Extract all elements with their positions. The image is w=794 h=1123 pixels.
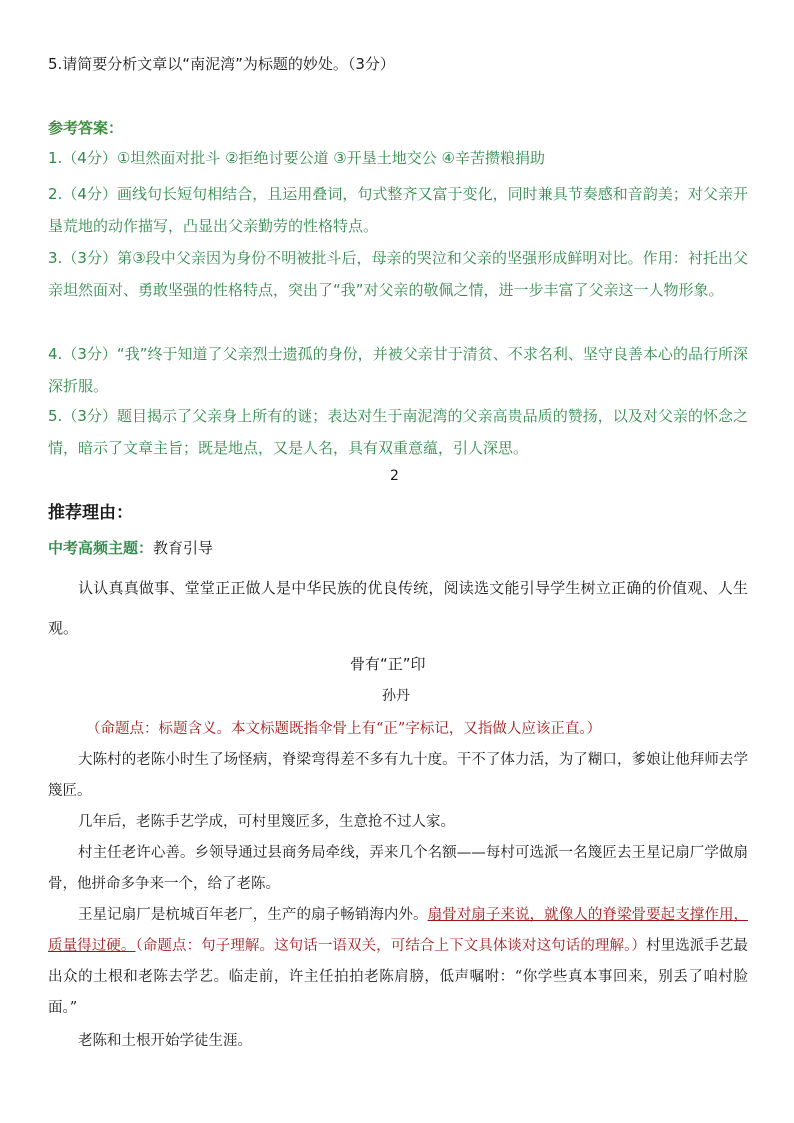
answer-2: 2.（4分）画线句长短句相结合，且运用叠词，句式整齐又富于变化，同时兼具节奏感和音韵美；对父亲开垦荒地的动作描写，凸显出父亲勤劳的性格特点。 [48, 185, 748, 235]
topic-key: 中考高频主题： [48, 539, 154, 557]
answer-1: 1.（4分）①坦然面对批斗 ②拒绝讨要公道 ③开垦土地交公 ④辛苦攒粮捐助 [48, 149, 545, 167]
intro-paragraph: 认认真真做事、堂堂正正做人是中华民族的优良传统，阅读选文能引导学生树立正确的价值观、人生观。 [48, 579, 748, 637]
p4-underlined-sentence: 扇骨对扇子来说，就像人的脊梁骨要起支撑作用，质量得过硬。 [48, 907, 749, 954]
answer-label: 参考答案： [48, 119, 124, 137]
answer-3: 3.（3分）第③段中父亲因为身份不明被批斗后，母亲的哭泣和父亲的坚强形成鲜明对比。作用：衬托出父亲坦然面对、勇敢坚强的性格特点，突出了“我”对父亲的敬佩之情，进一步丰富了父亲这一人物形象。 [48, 249, 748, 299]
article-paragraph-4 [48, 900, 748, 1024]
p4-text-a: 王星记扇厂是杭城百年老厂，生产的扇子畅销海内外。 [78, 907, 428, 923]
page-number: 2 [390, 468, 399, 484]
topic-line [48, 538, 213, 558]
article-paragraph-3: 村主任老许心善。乡领导通过县商务局牵线，弄来几个名额——每村可选派一名篾匠去王星记扇厂学做扇骨，他拼命多争来一个，给了老陈。 [48, 845, 748, 892]
article-paragraph-2: 几年后，老陈手艺学成，可村里篾匠多，生意抢不过人家。 [78, 814, 455, 830]
note-title-meaning: （命题点：标题含义。本文标题既指伞骨上有“正”字标记，又指做人应该正直。） [86, 721, 602, 737]
topic-value: 教育引导 [153, 539, 214, 557]
article-author: 孙丹 [382, 688, 410, 704]
article-title: 骨有“正”印 [350, 655, 426, 673]
question-5: 5.请简要分析文章以“南泥湾”为标题的妙处。（3分） [48, 55, 395, 73]
answer-4: 4.（3分）“我”终于知道了父亲烈士遗孤的身份，并被父亲甘于清贫、不求名利、坚守良善本心的品行所深深折服。 [48, 345, 748, 395]
article-paragraph-1: 大陈村的老陈小时生了场怪病，脊梁弯得差不多有九十度。干不了体力活，为了糊口，爹娘让他拜师去学篾匠。 [48, 752, 748, 799]
reason-heading: 推荐理由： [48, 503, 133, 523]
p4-note: （命题点：句子理解。这句话一语双关，可结合上下文具体谈对这句话的理解。） [135, 938, 646, 954]
answer-5: 5.（3分）题目揭示了父亲身上所有的谜；表达对生于南泥湾的父亲高贵品质的赞扬，以及对父亲的怀念之情，暗示了文章主旨；既是地点，又是人名，具有双重意蕴，引人深思。 [48, 407, 748, 457]
article-paragraph-5: 老陈和土根开始学徒生涯。 [78, 1033, 252, 1049]
p4-text-b: 村里选派手艺最出众的土根和老陈去学艺。临走前，许主任拍拍老陈肩膀，低声嘱咐：“你学些真本事回来，别丢了咱村脸面。” [48, 938, 748, 1016]
